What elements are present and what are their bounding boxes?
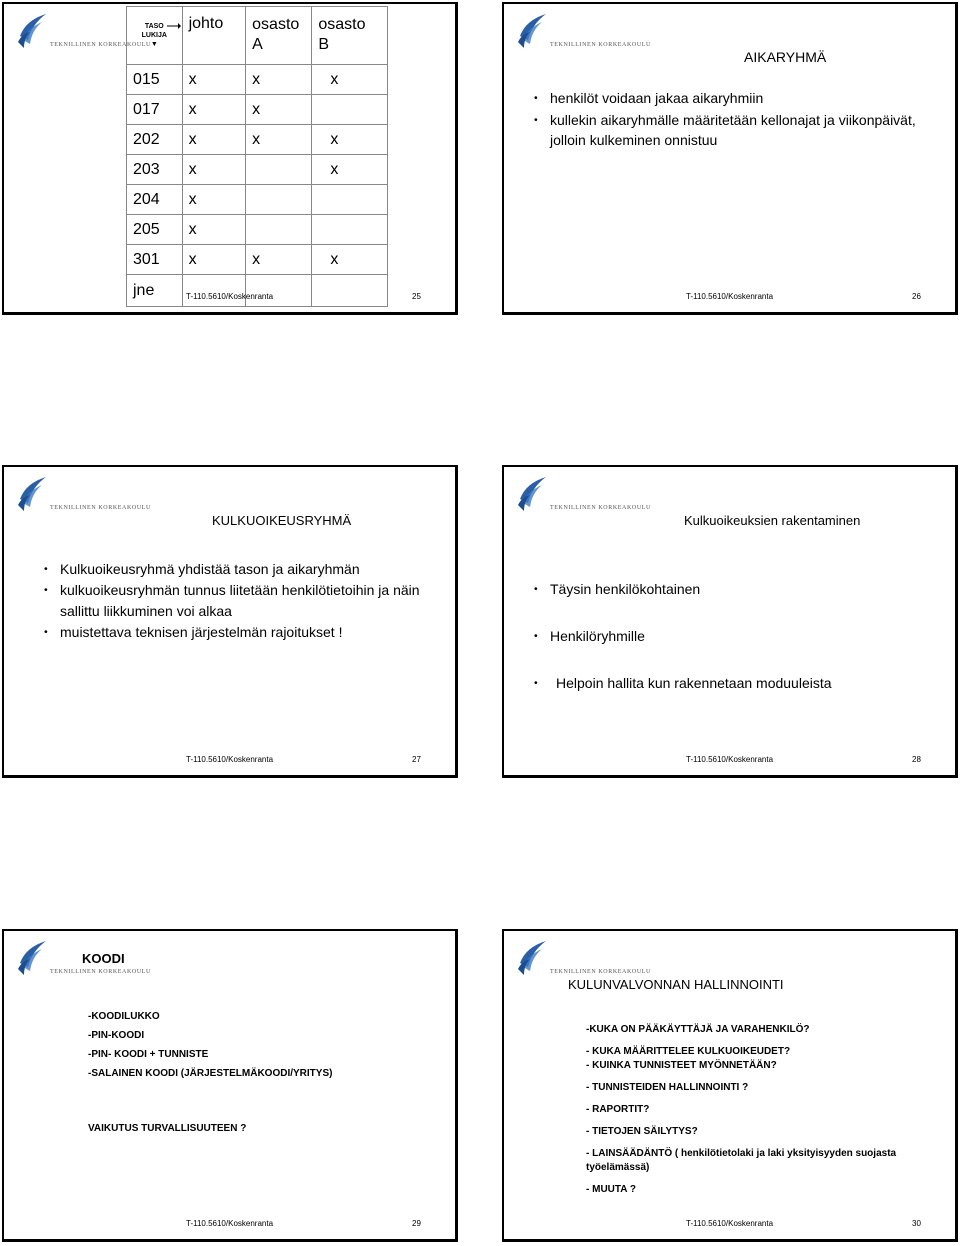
corner-top-label: TASO bbox=[144, 23, 164, 30]
list-item: • Helpoin hallita kun rakennetaan moduuleista bbox=[534, 673, 934, 693]
slide-title: KULKUOIKEUSRYHMÄ bbox=[212, 513, 352, 528]
list-item: -KUKA ON PÄÄKÄYTTÄJÄ JA VARAHENKILÖ? bbox=[586, 1024, 810, 1035]
logo-text: TEKNILLINEN KORKEAKOULU bbox=[50, 505, 151, 511]
list-item: - MUUTA ? bbox=[586, 1184, 636, 1195]
table-row: 015 x x x bbox=[127, 65, 388, 95]
list-item: -SALAINEN KOODI (JÄRJESTELMÄKOODI/YRITYS) bbox=[88, 1068, 333, 1079]
item-list bbox=[586, 1023, 926, 1197]
arrow-down-icon: ▼ bbox=[150, 41, 158, 48]
table-row: 202 x x x bbox=[127, 125, 388, 155]
header-osasto-b: osasto B bbox=[312, 7, 388, 65]
table-row: 301 x x x bbox=[127, 245, 388, 275]
slide-25 bbox=[2, 2, 458, 315]
slide-number: 28 bbox=[912, 755, 921, 764]
footer-course-code: T-110.5610/Koskenranta bbox=[186, 1219, 274, 1228]
arrow-right-icon bbox=[167, 23, 181, 29]
footer-course-code: T-110.5610/Koskenranta bbox=[686, 755, 774, 764]
list-item: - KUINKA TUNNISTEET MYÖNNETÄÄN? bbox=[586, 1060, 777, 1071]
logo-text: TEKNILLINEN KORKEAKOULU bbox=[50, 42, 151, 48]
table-row: jne bbox=[127, 275, 388, 307]
university-logo-icon bbox=[516, 10, 550, 50]
slide-number: 27 bbox=[412, 755, 421, 764]
slide-26 bbox=[502, 2, 958, 315]
slide-number: 26 bbox=[912, 292, 921, 301]
university-logo-icon bbox=[16, 473, 50, 513]
access-level-table bbox=[126, 6, 388, 307]
slide-title: Kulkuoikeuksien rakentaminen bbox=[684, 513, 861, 528]
list-item: • henkilöt voidaan jakaa aikaryhmiin bbox=[534, 88, 934, 108]
list-item: • Henkilöryhmille bbox=[534, 626, 934, 646]
slide-29 bbox=[2, 929, 458, 1242]
list-item: • kullekin aikaryhmälle määritetään kellonajat ja viikonpäivät, jolloin kulkeminen onnistuu bbox=[534, 110, 934, 150]
slide-27 bbox=[2, 465, 458, 778]
list-item: - RAPORTIT? bbox=[586, 1104, 650, 1115]
table-row: 204 x bbox=[127, 185, 388, 215]
university-logo-icon bbox=[516, 937, 550, 977]
corner-bottom-label: LUKIJA bbox=[141, 32, 167, 39]
list-item: - KUKA MÄÄRITTELEE KULKUOIKEUDET? bbox=[586, 1046, 791, 1057]
table-row: 203 x x bbox=[127, 155, 388, 185]
corner-cell bbox=[127, 7, 183, 65]
list-item: - TUNNISTEIDEN HALLINNOINTI ? bbox=[586, 1082, 749, 1093]
footer-course-code: T-110.5610/Koskenranta bbox=[686, 292, 774, 301]
slide-title: KULUNVALVONNAN HALLINNOINTI bbox=[568, 977, 784, 992]
list-item: - LAINSÄÄDÄNTÖ ( henkilötietolaki ja laki yksityisyyden suojasta työelämässä) bbox=[586, 1148, 897, 1173]
list-item: - TIETOJEN SÄILYTYS? bbox=[586, 1126, 698, 1137]
header-osasto-a: osasto A bbox=[246, 7, 312, 65]
footer-course-code: T-110.5610/Koskenranta bbox=[186, 755, 274, 764]
bullet-list bbox=[44, 559, 424, 643]
list-item: • muistettava teknisen järjestelmän rajoitukset ! bbox=[44, 622, 424, 643]
logo-text: TEKNILLINEN KORKEAKOULU bbox=[550, 969, 651, 975]
bullet-list bbox=[534, 579, 934, 693]
list-item: -PIN-KOODI bbox=[88, 1030, 145, 1041]
list-item: -PIN- KOODI + TUNNISTE bbox=[88, 1049, 209, 1060]
table-row: 017 x x bbox=[127, 95, 388, 125]
item-list bbox=[88, 1007, 332, 1083]
list-item: • kulkuoikeusryhmän tunnus liitetään henkilötietoihin ja näin sallittu liikkuminen voi alkaa bbox=[44, 580, 424, 622]
university-logo-icon bbox=[516, 473, 550, 513]
slide-number: 30 bbox=[912, 1219, 921, 1228]
logo-text: TEKNILLINEN KORKEAKOULU bbox=[50, 969, 151, 975]
slide-title: AIKARYHMÄ bbox=[744, 49, 827, 65]
list-item: • Kulkuoikeusryhmä yhdistää tason ja aikaryhmän bbox=[44, 559, 424, 580]
header-johto: johto bbox=[182, 7, 246, 65]
slide-number: 29 bbox=[412, 1219, 421, 1228]
footer-course-code: T-110.5610/Koskenranta bbox=[186, 292, 274, 301]
slide-number: 25 bbox=[412, 292, 421, 301]
table-row: 205 x bbox=[127, 215, 388, 245]
slide-30 bbox=[502, 929, 958, 1242]
footer-course-code: T-110.5610/Koskenranta bbox=[686, 1219, 774, 1228]
slide-28 bbox=[502, 465, 958, 778]
list-item: -KOODILUKKO bbox=[88, 1011, 160, 1022]
question-text: VAIKUTUS TURVALLISUUTEEN ? bbox=[88, 1123, 247, 1134]
logo-text: TEKNILLINEN KORKEAKOULU bbox=[550, 505, 651, 511]
university-logo-icon bbox=[16, 10, 50, 50]
slide-title: KOODI bbox=[82, 951, 125, 966]
logo-text: TEKNILLINEN KORKEAKOULU bbox=[550, 42, 651, 48]
university-logo-icon bbox=[16, 937, 50, 977]
bullet-list bbox=[534, 88, 934, 150]
list-item: • Täysin henkilökohtainen bbox=[534, 579, 934, 599]
